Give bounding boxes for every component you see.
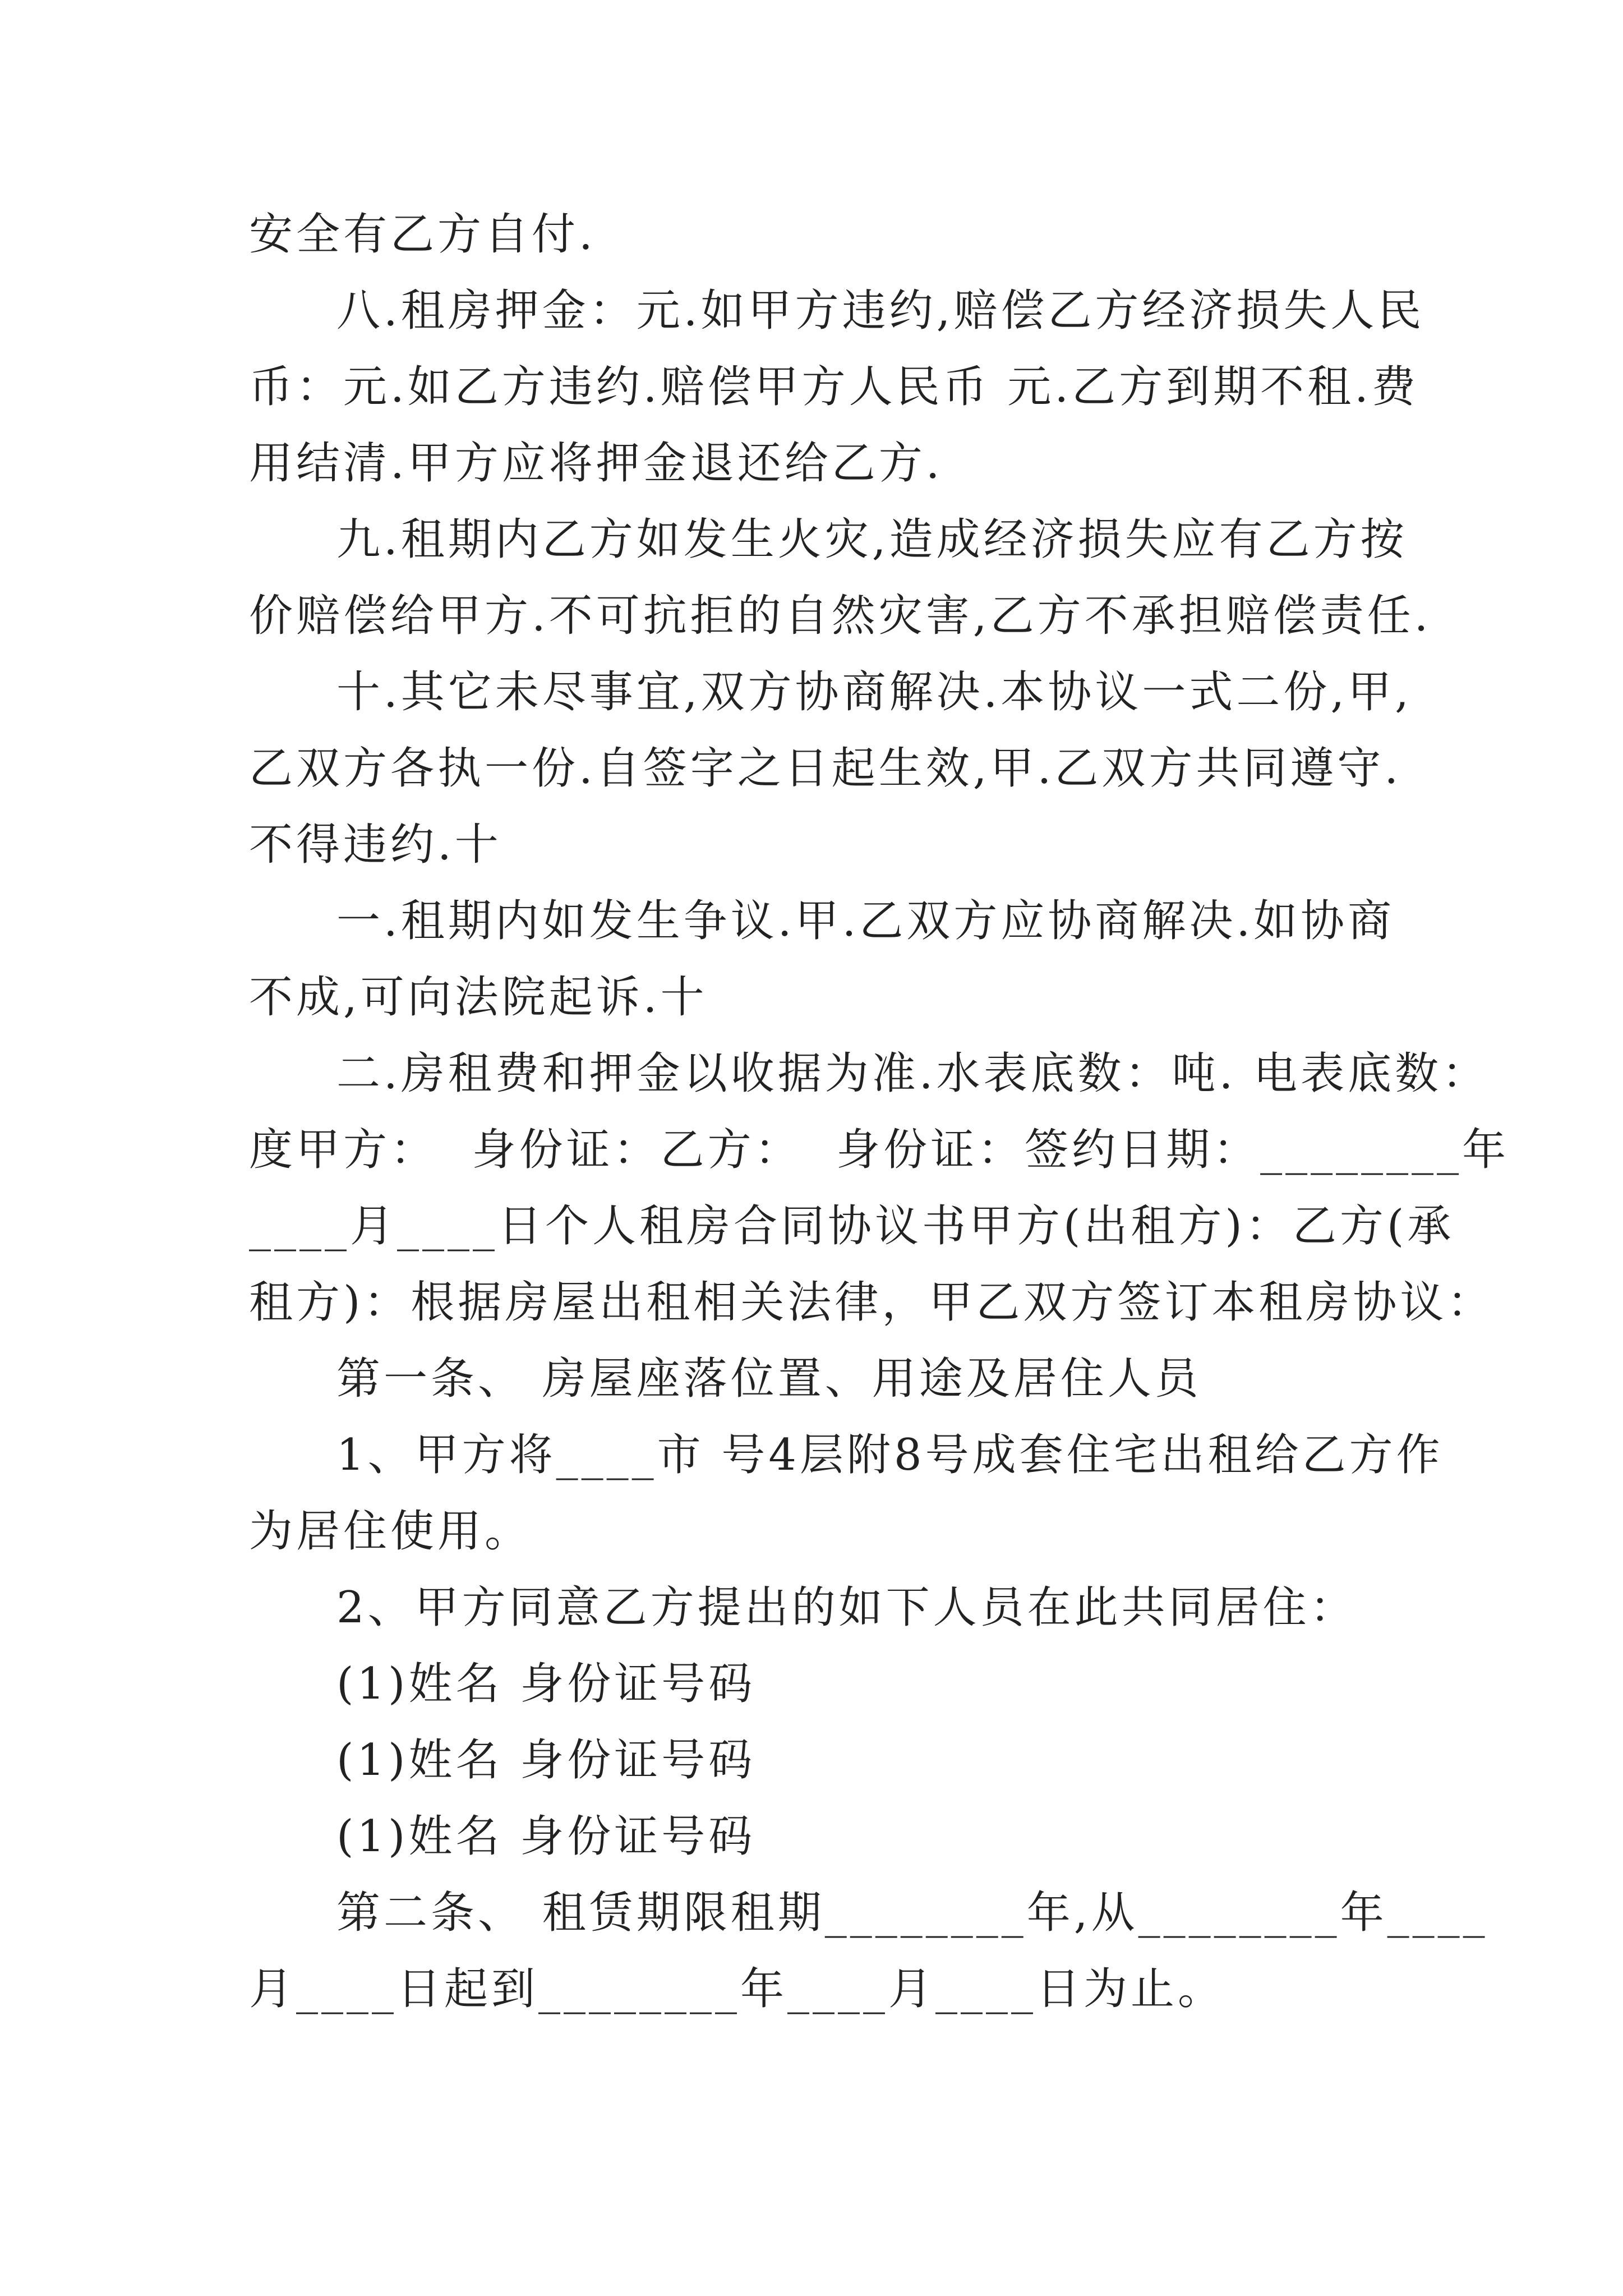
text-line: 度甲方： 身份证：乙方： 身份证：签约日期：________年 <box>249 1125 1510 1175</box>
text-line: 九.租期内乙方如发生火灾,造成经济损失应有乙方按 <box>336 514 1408 565</box>
text-line: 为居住使用。 <box>249 1506 532 1557</box>
text-line: 用结清.甲方应将押金退还给乙方. <box>249 438 943 489</box>
text-line: 不得违约.十 <box>249 820 502 870</box>
text-line: 2、甲方同意乙方提出的如下人员在此共同居住： <box>336 1582 1357 1633</box>
text-line: 价赔偿给甲方.不可抗拒的自然灾害,乙方不承担赔偿责任. <box>249 591 1432 641</box>
text-line: 月____日起到________年____月____日为止。 <box>249 1964 1225 2014</box>
resident-entry: (1)姓名 身份证号码 <box>336 1659 756 1709</box>
text-line: 八.租房押金：元.如甲方违约,赔偿乙方经济损失人民 <box>336 286 1425 336</box>
section-heading: 第一条、 房屋座落位置、用途及居住人员 <box>336 1354 1202 1404</box>
text-line: 1、甲方将____市 号4层附8号成套住宅出租给乙方作 <box>336 1430 1444 1480</box>
text-line: 租方)：根据房屋出租相关法律，甲乙双方签订本租房协议： <box>249 1277 1495 1328</box>
text-line: 乙双方各执一份.自签字之日起生效,甲.乙双方共同遵守. <box>249 743 1402 794</box>
resident-entry: (1)姓名 身份证号码 <box>336 1735 756 1786</box>
text-line: 币：元.如乙方违约.赔偿甲方人民币 元.乙方到期不租.费 <box>249 362 1419 412</box>
section-heading: 第二条、 租赁期限租期________年,从________年____ <box>336 1888 1488 1938</box>
text-line: 十.其它未尽事宜,双方协商解决.本协议一式二份,甲, <box>336 667 1412 717</box>
text-line: ____月____日个人租房合同协议书甲方(出租方)：乙方(承 <box>249 1201 1455 1251</box>
text-line: 不成,可向法院起诉.十 <box>249 972 708 1023</box>
text-line: 安全有乙方自付. <box>249 209 596 260</box>
text-line: 二.房租费和押金以收据为准.水表底数：吨. 电表底数： <box>336 1048 1490 1099</box>
resident-entry: (1)姓名 身份证号码 <box>336 1811 756 1862</box>
text-line: 一.租期内如发生争议.甲.乙双方应协商解决.如协商 <box>336 896 1395 946</box>
